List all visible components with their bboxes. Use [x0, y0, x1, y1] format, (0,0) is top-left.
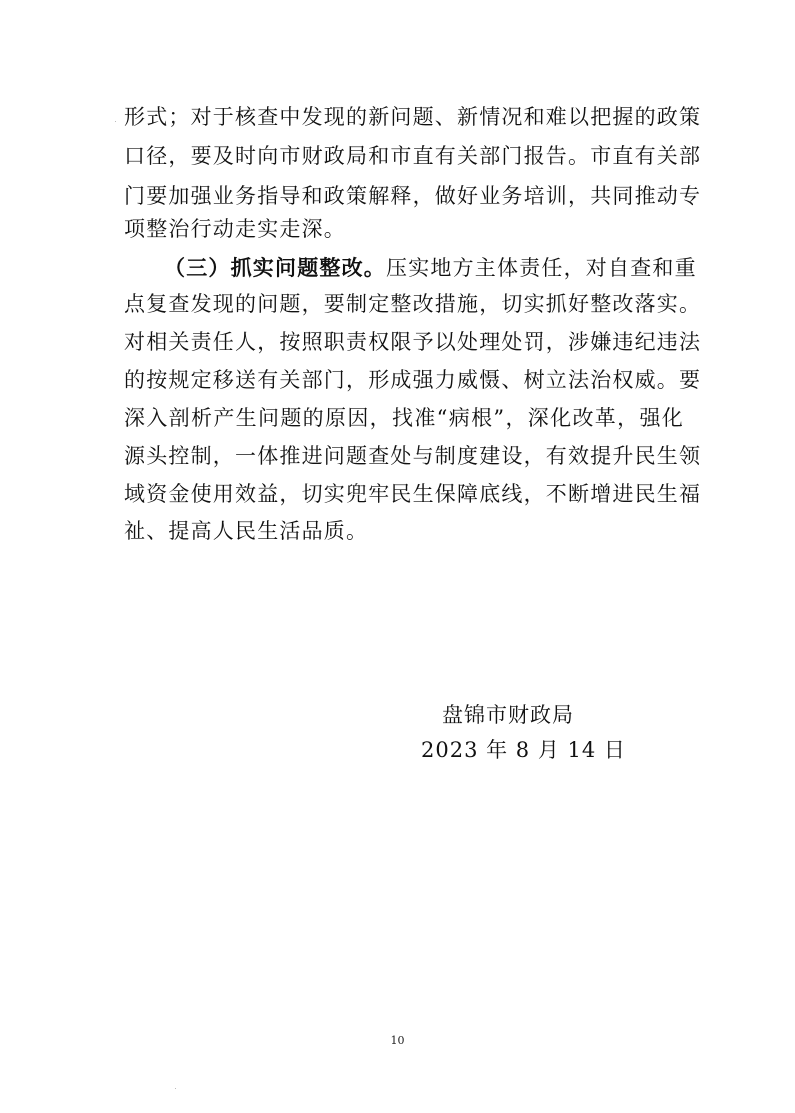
signature-date: 2023 年 8 月 14 日 — [421, 738, 626, 762]
body-line-10: 域资金使用效益，切实兜牢民生保障底线，不断增进民生福 — [124, 482, 702, 506]
body-line-2: 口径，要及时向市财政局和市直有关部门报告。市直有关部 — [124, 144, 702, 168]
body-line-5: 点复查发现的问题，要制定整改措施，切实抓好整改落实。 — [124, 292, 702, 316]
signature-org: 盘锦市财政局 — [442, 703, 574, 727]
section-lead: 压实地方主体责任，对自查和重 — [386, 256, 697, 280]
body-line-9: 源头控制，一体推进问题查处与制度建设，有效提升民生领 — [124, 444, 702, 468]
body-line-7: 的按规定移送有关部门，形成强力威慑、树立法治权威。要 — [124, 368, 702, 392]
body-line-11: 祉、提高人民生活品质。 — [124, 519, 369, 543]
body-line-3: 门要加强业务指导和政策解释，做好业务培训，共同推动专 — [124, 184, 702, 208]
page-number: 10 — [390, 1034, 405, 1047]
section-line-first — [164, 253, 697, 283]
body-line-8: 深入剖析产生问题的原因，找准“病根”，深化改革，强化 — [124, 406, 684, 430]
body-line-6: 对相关责任人，按照职责权限予以处理处罚，涉嫌违纪违法 — [124, 330, 702, 354]
scan-speck — [175, 1088, 176, 1089]
section-heading: （三）抓实问题整改。 — [164, 255, 386, 280]
scan-speck — [115, 121, 116, 122]
body-line-1: 形式；对于核查中发现的新问题、新情况和难以把握的政策 — [124, 105, 702, 129]
body-line-4: 项整治行动走实走深。 — [124, 217, 346, 241]
